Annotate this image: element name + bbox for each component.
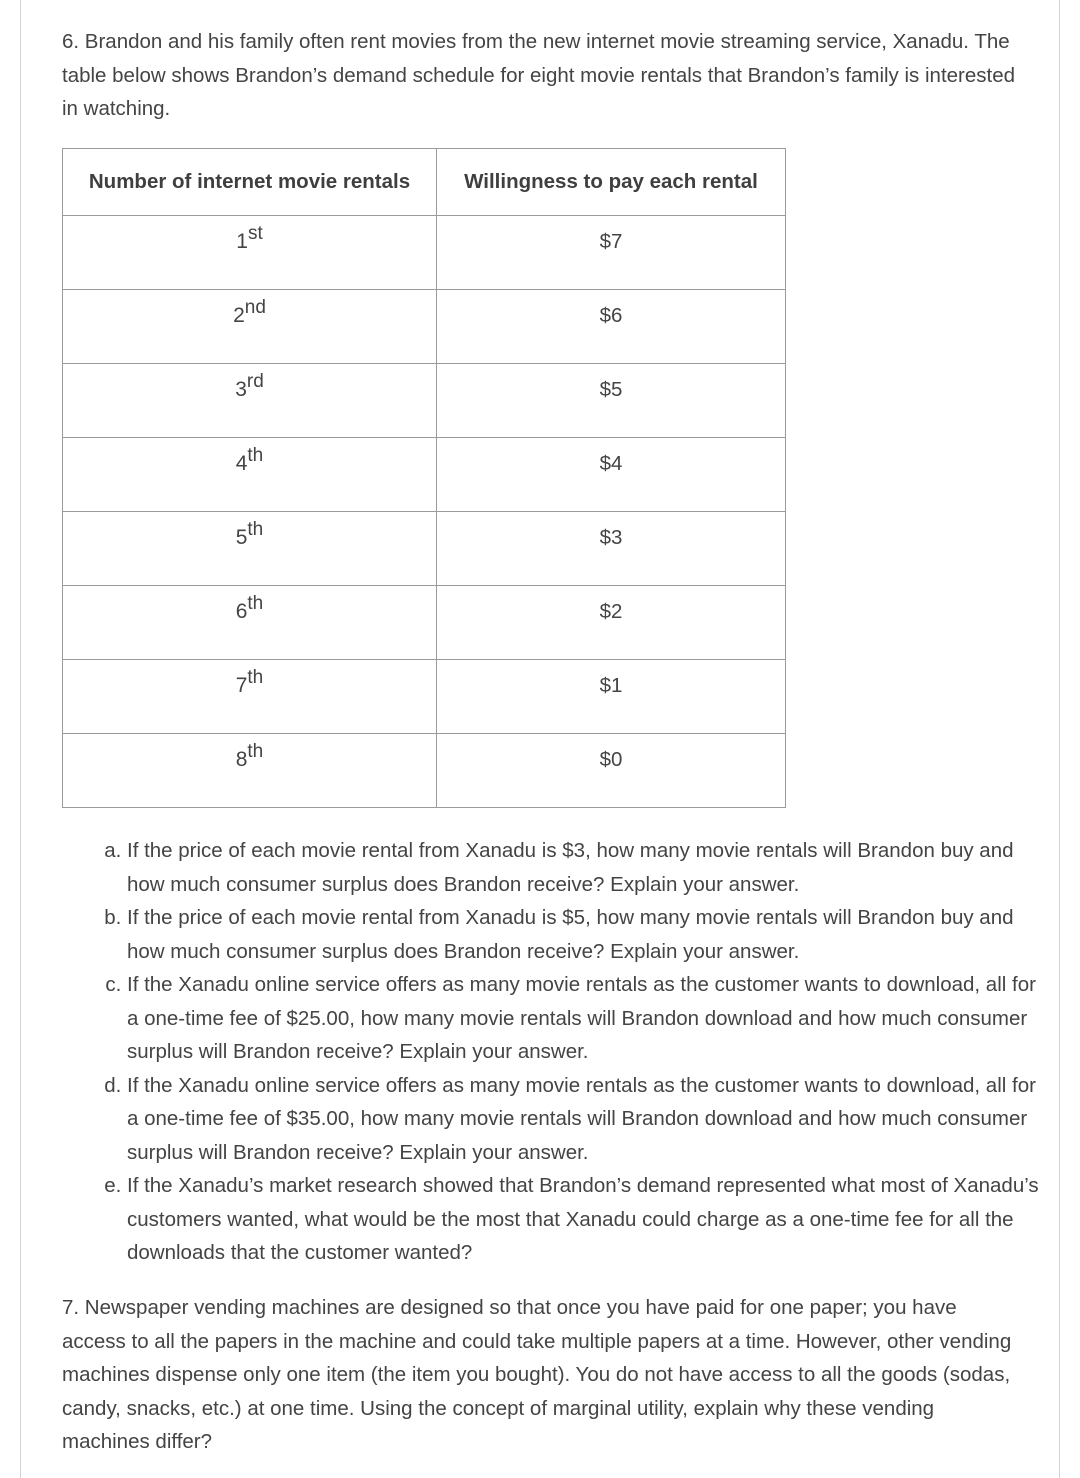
header-willingness: Willingness to pay each rental bbox=[437, 149, 786, 216]
subquestion-d: d. If the Xanadu online service offers as many movie rentals as the customer wants to download, all for a one-time fee of $35.00, how many movie rentals will Brandon download and how much consumer surplus will Brandon receive? Explain your answer. bbox=[127, 1069, 1047, 1170]
rental-number-cell bbox=[63, 660, 437, 734]
subquestion-a: a. If the price of each movie rental from Xanadu is $3, how many movie rentals will Brandon buy and how much consumer surplus does Brandon receive? Explain your answer. bbox=[127, 834, 1047, 901]
rental-number-cell bbox=[63, 512, 437, 586]
table-row bbox=[63, 216, 786, 290]
ordinal-suffix: nd bbox=[244, 297, 266, 318]
ordinal-number: 7 bbox=[235, 674, 248, 697]
table-row bbox=[63, 586, 786, 660]
willingness-cell: $3 bbox=[437, 512, 786, 586]
table-row bbox=[63, 364, 786, 438]
subquestion-list bbox=[104, 834, 1047, 1270]
willingness-cell: $7 bbox=[437, 216, 786, 290]
willingness-cell: $1 bbox=[437, 660, 786, 734]
subquestion-e: e. If the Xanadu’s market research showed that Brandon’s demand represented what most of Xanadu’s customers wanted, what would be the most that Xanadu could charge as a one-time fee for all the downloads that the customer wanted? bbox=[127, 1169, 1047, 1270]
ordinal-suffix: th bbox=[247, 519, 264, 540]
rental-number-cell bbox=[63, 216, 437, 290]
ordinal-suffix: th bbox=[247, 593, 264, 614]
table-row bbox=[63, 660, 786, 734]
table-row bbox=[63, 512, 786, 586]
table-row bbox=[63, 290, 786, 364]
ordinal-suffix: th bbox=[247, 445, 264, 466]
ordinal-number: 5 bbox=[235, 526, 248, 549]
willingness-cell: $2 bbox=[437, 586, 786, 660]
rental-number-cell bbox=[63, 734, 437, 808]
ordinal-suffix: th bbox=[247, 741, 264, 762]
ordinal-suffix: th bbox=[247, 667, 264, 688]
ordinal-suffix: rd bbox=[246, 371, 264, 392]
rental-number-cell bbox=[63, 364, 437, 438]
ordinal-number: 4 bbox=[235, 452, 248, 475]
subquestion-b: b. If the price of each movie rental from Xanadu is $5, how many movie rentals will Brandon buy and how much consumer surplus does Brandon receive? Explain your answer. bbox=[127, 901, 1047, 968]
rental-number-cell bbox=[63, 290, 437, 364]
ordinal-number: 8 bbox=[235, 748, 248, 771]
table-row bbox=[63, 438, 786, 512]
demand-schedule-table bbox=[62, 148, 786, 808]
willingness-cell: $4 bbox=[437, 438, 786, 512]
question-7-text: 7. Newspaper vending machines are designed so that once you have paid for one paper; you have access to all the papers in the machine and could take multiple papers at a time. However, other vending machines dispense only one item (the item you bought). You do not have access to all the goods (sodas, candy, snacks, etc.) at one time. Using the concept of marginal utility, explain why these vending machines differ? bbox=[62, 1296, 1012, 1453]
ordinal-number: 6 bbox=[235, 600, 248, 623]
ordinal-number: 3 bbox=[235, 378, 247, 401]
ordinal-number: 2 bbox=[233, 304, 245, 327]
willingness-cell: $5 bbox=[437, 364, 786, 438]
table-row bbox=[63, 734, 786, 808]
table-header-row bbox=[63, 149, 786, 216]
ordinal-number: 1 bbox=[236, 230, 248, 253]
question-6-text: 6. Brandon and his family often rent movies from the new internet movie streaming service, Xanadu. The table below shows Brandon’s demand schedule for eight movie rentals that Brandon’s family is interested in watching. bbox=[62, 30, 1016, 120]
ordinal-suffix: st bbox=[247, 223, 263, 244]
rental-number-cell bbox=[63, 438, 437, 512]
header-rentals: Number of internet movie rentals bbox=[63, 149, 437, 216]
rental-number-cell bbox=[63, 586, 437, 660]
willingness-cell: $0 bbox=[437, 734, 786, 808]
subquestion-c: c. If the Xanadu online service offers as many movie rentals as the customer wants to download, all for a one-time fee of $25.00, how many movie rentals will Brandon download and how much consumer surplus will Brandon receive? Explain your answer. bbox=[127, 968, 1047, 1069]
willingness-cell: $6 bbox=[437, 290, 786, 364]
